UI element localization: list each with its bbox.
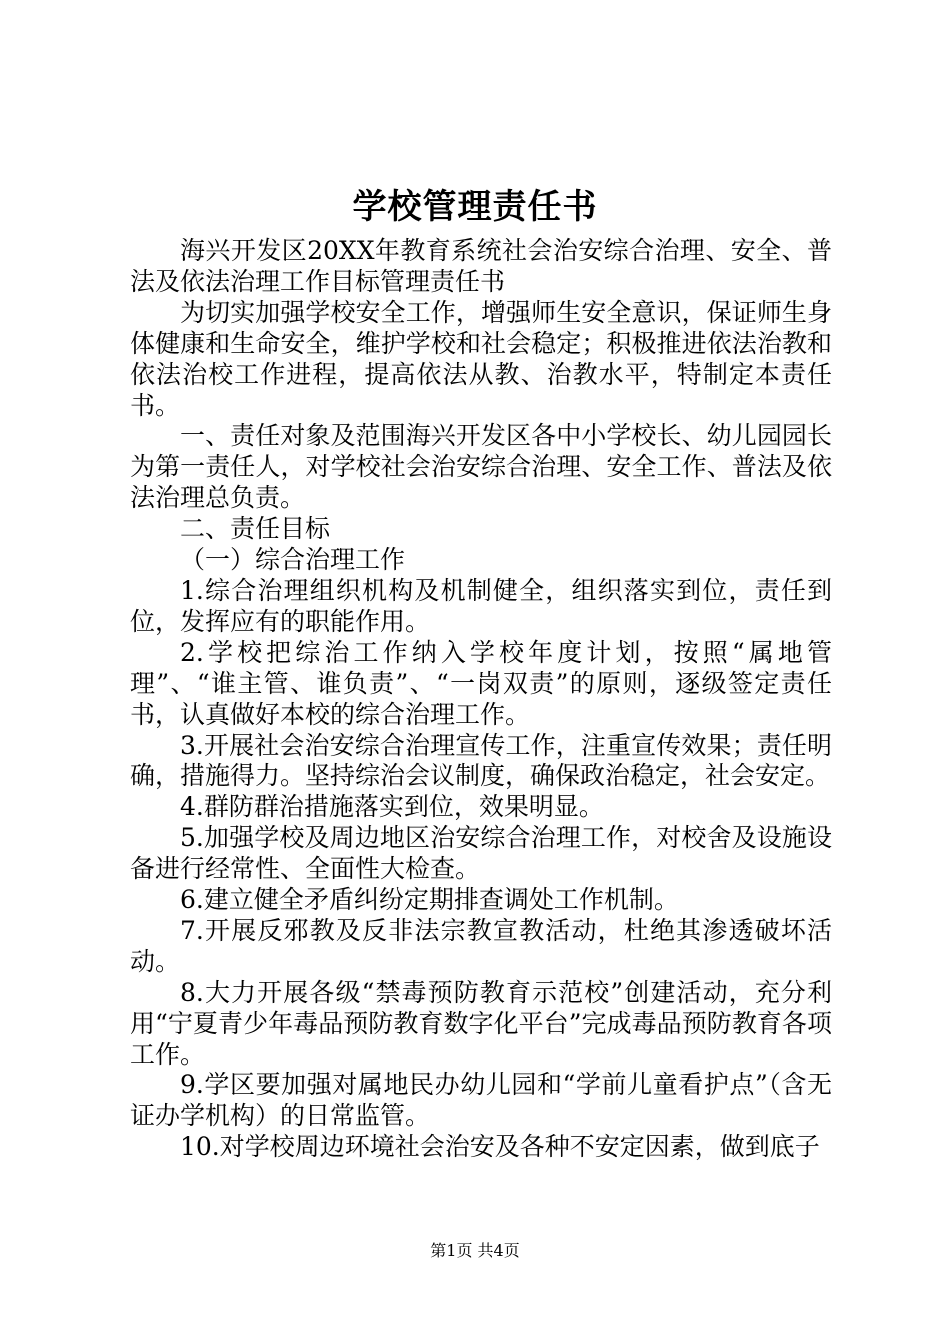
- paragraph-item-10: 10.对学校周边环境社会治安及各种不安定因素，做到底子: [180, 1132, 820, 1162]
- paragraph-item-7: 7.开展反邪教及反非法宗教宣教活动，杜绝其渗透破坏活动。: [130, 915, 832, 976]
- paragraph-purpose: 为切实加强学校安全工作，增强师生安全意识，保证师生身体健康和生命安全，维护学校和社会稳定；积极推进依法治教和依法治校工作进程，提高依法从教、治教水平，特制定本责任书。: [130, 297, 832, 420]
- paragraph-item-3: 3.开展社会治安综合治理宣传工作，注重宣传效果；责任明确，措施得力。坚持综治会议制度，确保政治稳定，社会安定。: [130, 730, 832, 791]
- paragraph-item-2: 2.学校把综治工作纳入学校年度计划，按照“属地管理”、“谁主管、谁负责”、“一岗双责”的原则，逐级签定责任书，认真做好本校的综合治理工作。: [130, 637, 832, 729]
- paragraph-item-4: 4.群防群治措施落实到位，效果明显。: [180, 792, 604, 822]
- paragraph-item-9: 9.学区要加强对属地民办幼儿园和“学前儿童看护点”（含无证办学机构）的日常监管。: [130, 1070, 832, 1131]
- paragraph-section-goals: 二、责任目标: [180, 514, 331, 544]
- paragraph-item-6: 6.建立健全矛盾纠纷定期排查调处工作机制。: [180, 885, 679, 915]
- page-number-footer: 第1页 共4页: [430, 1241, 520, 1260]
- paragraph-subsection-comprehensive: （一）综合治理工作: [180, 545, 406, 575]
- document-title: 学校管理责任书: [352, 187, 598, 227]
- paragraph-heading-subtitle: 海兴开发区20XX年教育系统社会治安综合治理、安全、普法及依法治理工作目标管理责任书: [130, 236, 832, 296]
- paragraph-item-5: 5.加强学校及周边地区治安综合治理工作，对校舍及设施设备进行经常性、全面性大检查。: [130, 823, 832, 884]
- paragraph-item-8: 8.大力开展各级“禁毒预防教育示范校”创建活动，充分利用“宁夏青少年毒品预防教育数字化平台”完成毒品预防教育各项工作。: [130, 977, 832, 1069]
- document-body: [130, 236, 832, 1163]
- paragraph-responsibility-scope: 一、责任对象及范围海兴开发区各中小学校长、幼儿园园长为第一责任人，对学校社会治安综合治理、安全工作、普法及依法治理总负责。: [130, 421, 832, 513]
- paragraph-item-1: 1.综合治理组织机构及机制健全，组织落实到位，责任到位，发挥应有的职能作用。: [130, 575, 832, 636]
